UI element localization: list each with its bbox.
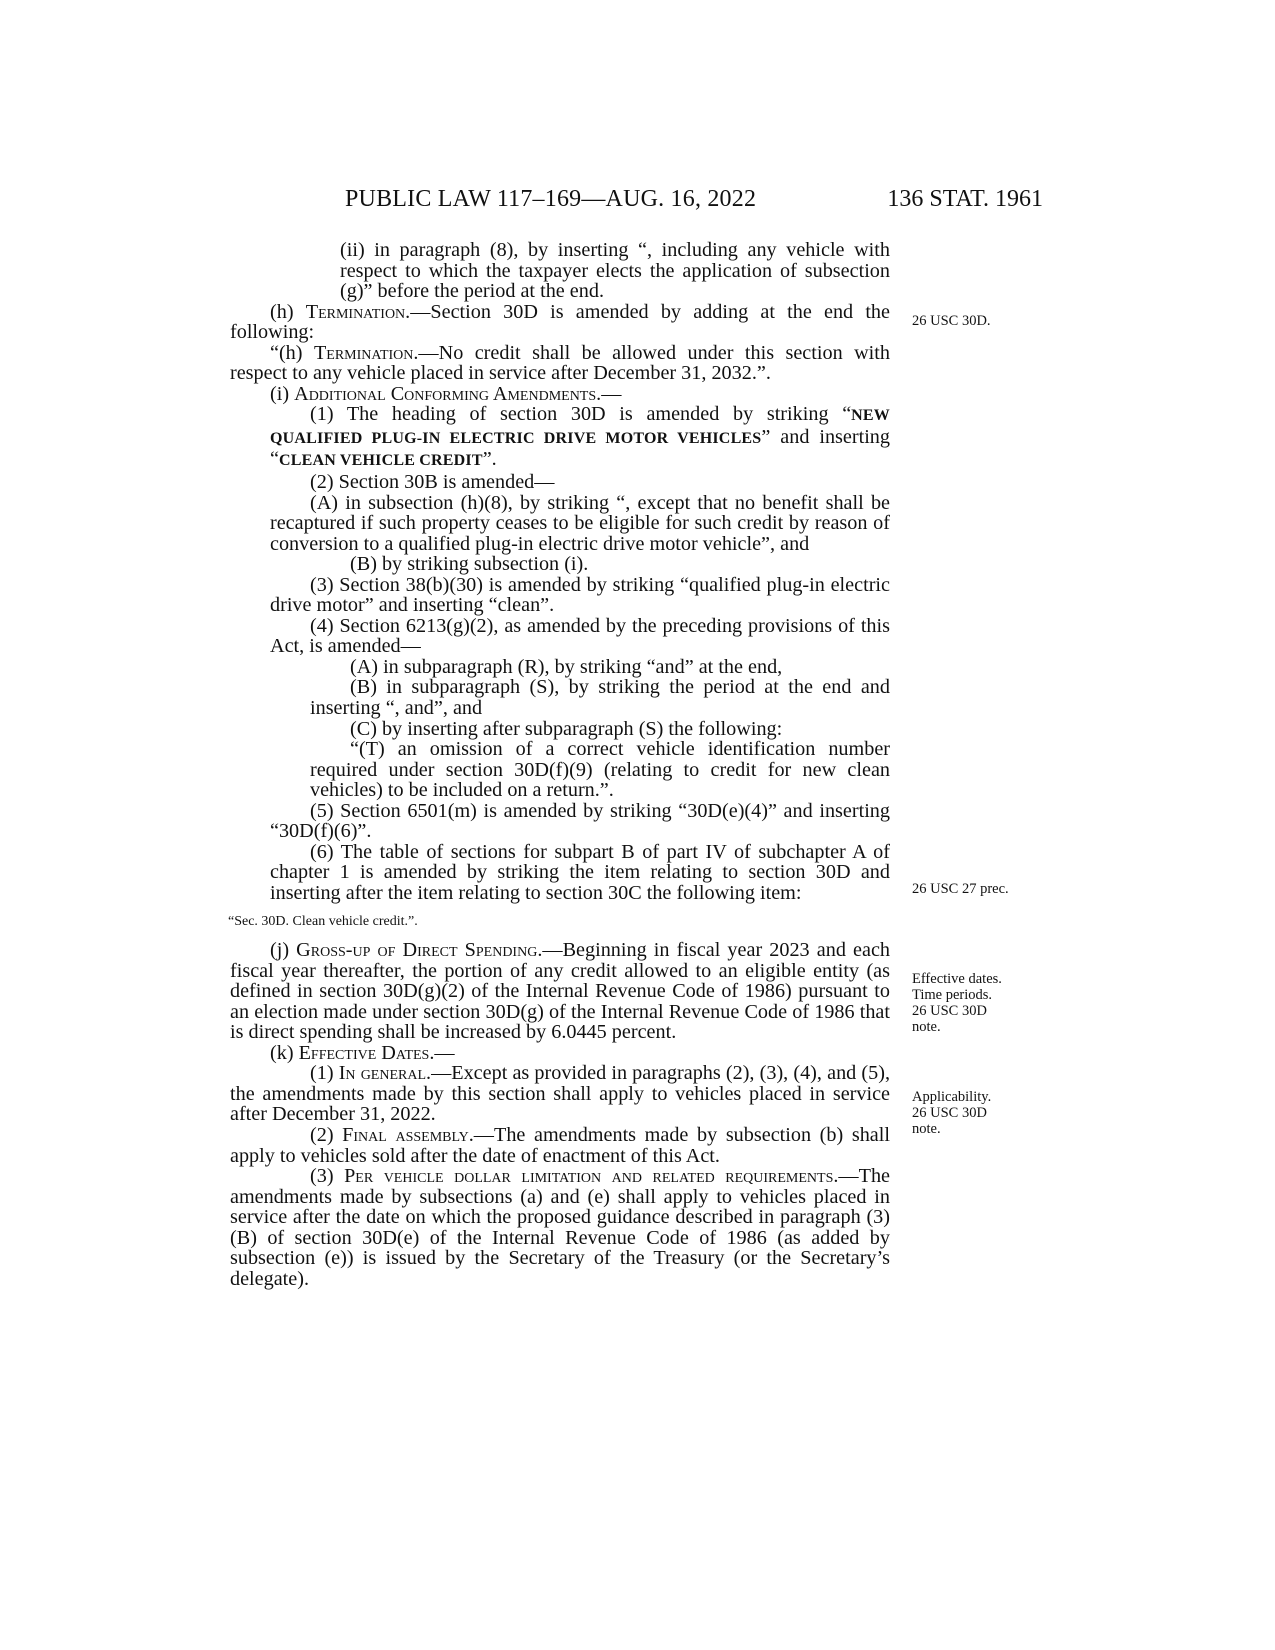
para-i5: (5) Section 6501(m) is amended by striking “30D(e)(4)” and inserting “30D(f)(6)”. bbox=[270, 799, 890, 843]
margin-note-applicability: Applicability. 26 USC 30D note. bbox=[912, 1089, 992, 1137]
para-ii8: (ii) in paragraph (8), by inserting “, including any vehicle with respect to which the taxpayer elects the application of subsection (g)” before the period at the end. bbox=[340, 239, 890, 303]
para-i4: (4) Section 6213(g)(2), as amended by the preceding provisions of this Act, is amended— bbox=[270, 614, 890, 658]
para-k1: (1) In general.—Except as provided in paragraphs (2), (3), (4), and (5), the amendments made by this section shall apply to vehicles placed in service after December 31, 2022. bbox=[230, 1062, 890, 1126]
para-i3: (3) Section 38(b)(30) is amended by striking “qualified plug-in electric drive motor” and inserting “clean”. bbox=[270, 573, 890, 617]
para-i2: (2) Section 30B is amended— bbox=[310, 471, 555, 494]
para-h-quote: “(h) Termination.—No credit shall be allowed under this section with respect to any vehicle placed in service after December 31, 2032.”. bbox=[230, 341, 890, 385]
para-i6: (6) The table of sections for subpart B of part IV of subchapter A of chapter 1 is amended by striking the item relating to section 30D and inserting after the item relating to section 30C the following item: bbox=[270, 840, 890, 904]
para-i1: (1) The heading of section 30D is amended by striking “NEW QUALIFIED PLUG-IN ELECTRIC DRIVE MOTOR VEHICLES” and inserting “CLEAN VEHICLE CREDIT”. bbox=[270, 403, 890, 471]
para-k3: (3) Per vehicle dollar limitation and related requirements.—The amendments made by subsections (a) and (e) shall apply to vehicles placed in service after the date on which the proposed guidance described in paragraph (3)(B) of section 30D(e) of the Internal Revenue Code of 1986 (as added by subsection (e)) is issued by the Secretary of the Treasury (or the Secretary’s delegate). bbox=[230, 1165, 890, 1290]
para-i4T: “(T) an omission of a correct vehicle identification number required under section 30D(f)(9) (relating to credit for new clean vehicles) to be included on a return.”. bbox=[310, 738, 890, 802]
para-i4B: (B) in subparagraph (S), by striking the period at the end and inserting “, and”, and bbox=[310, 676, 890, 720]
page-title: PUBLIC LAW 117–169—AUG. 16, 2022 bbox=[345, 186, 757, 212]
para-h: (h) Termination.—Section 30D is amended by adding at the end the following: bbox=[230, 300, 890, 344]
para-i4C: (C) by inserting after subparagraph (S) the following: bbox=[350, 717, 783, 740]
margin-note-26usc30d: 26 USC 30D. bbox=[912, 313, 991, 329]
para-j: (j) Gross-up of Direct Spending.—Beginning in fiscal year 2023 and each fiscal year thereafter, the portion of any credit allowed to an eligible entity (as defined in section 30D(g)(2) of the Internal Revenue Code of 1986) pursuant to an election made under section 30D(g) of the Internal Revenue Code of 1986 that is direct spending shall be increased by 6.0445 percent. bbox=[230, 939, 891, 1044]
margin-note-effective-dates: Effective dates. Time periods. 26 USC 30D note. bbox=[912, 971, 1002, 1035]
para-i4A: (A) in subparagraph (R), by striking “and” at the end, bbox=[350, 655, 783, 678]
para-i: (i) Additional Conforming Amendments.— bbox=[270, 382, 622, 405]
document-body bbox=[230, 240, 890, 1289]
margin-note-26usc27prec: 26 USC 27 prec. bbox=[912, 881, 1009, 897]
table-item: “Sec. 30D. Clean vehicle credit.”. bbox=[228, 913, 418, 929]
para-k: (k) Effective Dates.— bbox=[270, 1041, 455, 1064]
para-i2B: (B) by striking subsection (i). bbox=[350, 553, 589, 576]
running-header bbox=[0, 186, 1275, 216]
para-k2: (2) Final assembly.—The amendments made by subsection (b) shall apply to vehicles sold after the date of enactment of this Act. bbox=[230, 1123, 890, 1167]
para-i2A: (A) in subsection (h)(8), by striking “, except that no benefit shall be recaptured if such property ceases to be eligible for such credit by reason of conversion to a qualified plug-in electric drive motor vehicle”, and bbox=[270, 491, 890, 555]
stat-page-number: 136 STAT. 1961 bbox=[887, 186, 1043, 212]
